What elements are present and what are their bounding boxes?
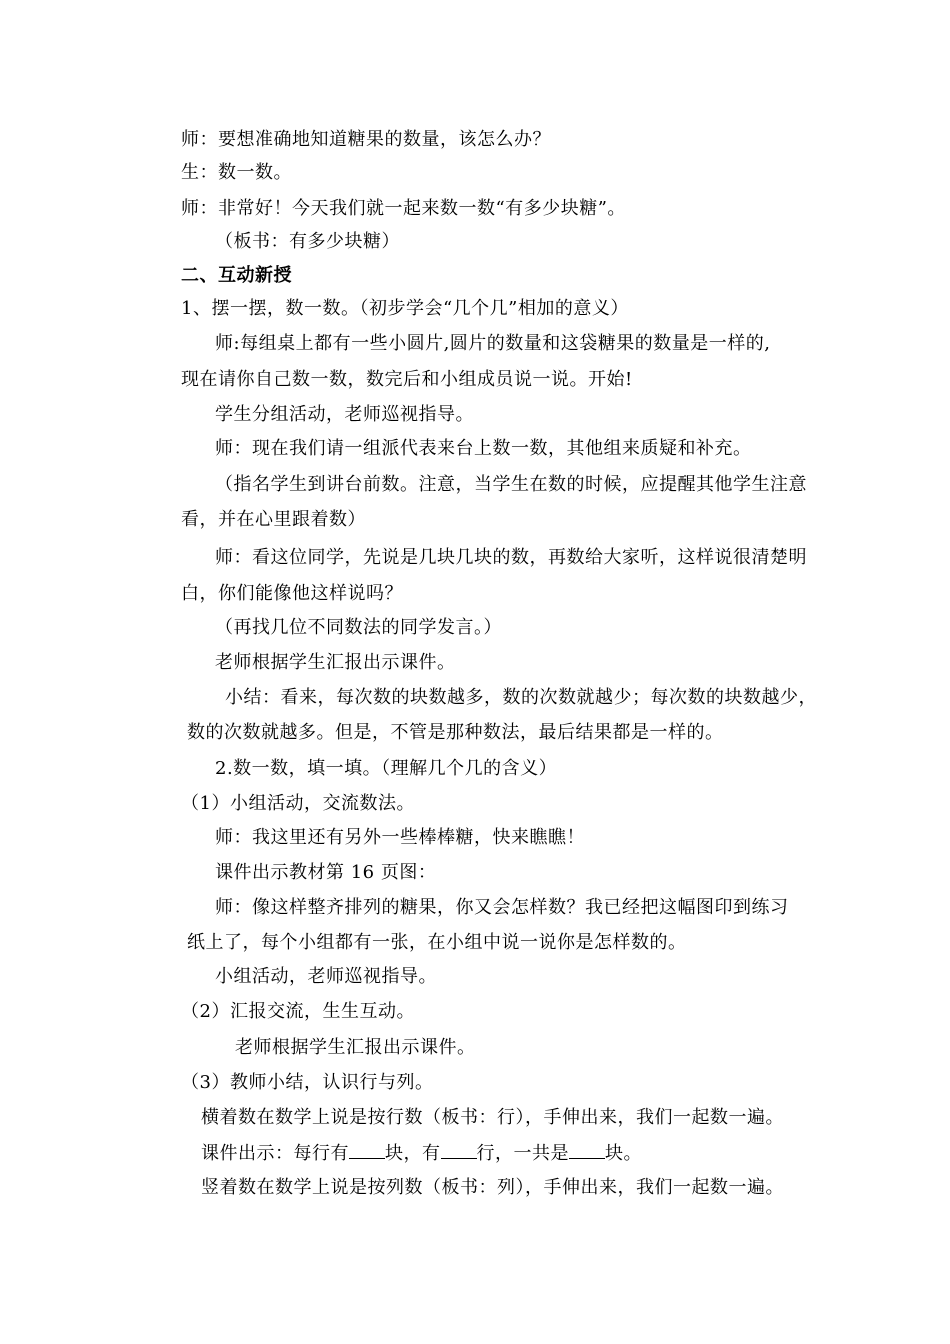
section-heading: 二、互动新授: [181, 265, 292, 286]
fill-text: 块。: [605, 1143, 642, 1164]
text-line: （3）教师小结，认识行与列。: [181, 1072, 434, 1093]
text-line: 师:每组桌上都有一些小圆片,圆片的数量和这袋糖果的数量是一样的,: [215, 333, 771, 354]
text-line: 横着数在数学上说是按行数（板书：行），手伸出来，我们一起数一遍。: [201, 1107, 784, 1128]
text-line: 师：要想准确地知道糖果的数量，该怎么办？: [181, 129, 551, 150]
fill-text: 课件出示：每行有: [201, 1143, 349, 1164]
text-line: 师：看这位同学，先说是几块几块的数，再数给大家听，这样说很清楚明: [215, 547, 807, 568]
text-line: 看，并在心里跟着数）: [181, 509, 366, 530]
fill-in-line: [201, 1140, 642, 1166]
text-line: 竖着数在数学上说是按列数（板书：列），手伸出来，我们一起数一遍。: [201, 1177, 784, 1198]
text-line: 现在请你自己数一数，数完后和小组成员说一说。开始!: [181, 369, 633, 390]
text-line: 数的次数就越多。但是，不管是那种数法，最后结果都是一样的。: [187, 722, 724, 743]
fill-blank: [569, 1140, 605, 1159]
text-line: 师：现在我们请一组派代表来台上数一数，其他组来质疑和补充。: [215, 438, 752, 459]
fill-blank: [441, 1140, 477, 1159]
text-line: 师：像这样整齐排列的糖果，你又会怎样数？我已经把这幅图印到练习: [215, 897, 789, 918]
text-line: （再找几位不同数法的同学发言。）: [215, 617, 502, 638]
text-line: 课件出示教材第 16 页图：: [215, 862, 437, 883]
text-line: 老师根据学生汇报出示课件。: [215, 652, 456, 673]
text-line: 1、摆一摆，数一数。（初步学会“几个几”相加的意义）: [181, 298, 629, 319]
text-line: 纸上了，每个小组都有一张，在小组中说一说你是怎样数的。: [187, 932, 687, 953]
text-line: （板书：有多少块糖）: [215, 231, 400, 252]
text-line: 学生分组活动，老师巡视指导。: [215, 404, 474, 425]
fill-text: 行，一共是: [476, 1143, 569, 1164]
text-line: 师：非常好！今天我们就一起来数一数“有多少块糖”。: [181, 198, 626, 219]
text-line: （1）小组活动，交流数法。: [181, 793, 415, 814]
text-line: 小组活动，老师巡视指导。: [215, 966, 437, 987]
text-line: 生：数一数。: [181, 162, 292, 183]
fill-text: 块，有: [385, 1143, 441, 1164]
text-line: 师：我这里还有另外一些棒棒糖，快来瞧瞧！: [215, 827, 585, 848]
fill-blank: [349, 1140, 385, 1159]
text-line: （2）汇报交流，生生互动。: [181, 1001, 415, 1022]
text-line: 2.数一数，填一填。（理解几个几的含义）: [215, 758, 558, 779]
text-line: 小结：看来，每次数的块数越多，数的次数就越少；每次数的块数越少，: [225, 687, 817, 708]
text-line: 白，你们能像他这样说吗？: [181, 583, 403, 604]
text-line: （指名学生到讲台前数。注意，当学生在数的时候，应提醒其他学生注意: [215, 474, 807, 495]
text-line: 老师根据学生汇报出示课件。: [235, 1037, 476, 1058]
